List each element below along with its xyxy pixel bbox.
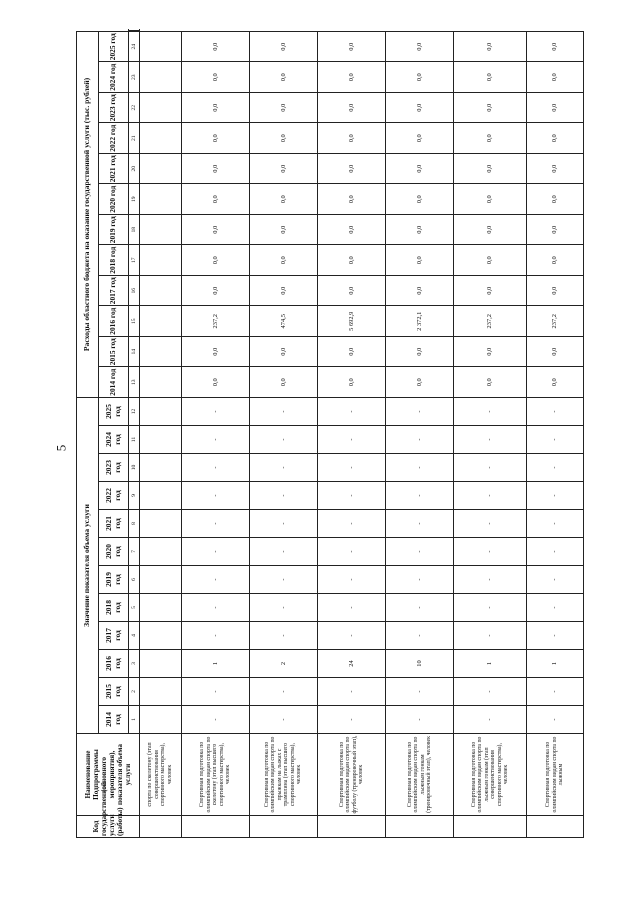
- volume-year-header: 2023 год: [99, 454, 129, 482]
- expense-value-cell: 0,0: [318, 336, 386, 367]
- expense-value-cell: 0,0: [318, 153, 386, 184]
- volume-value-cell: -: [318, 594, 386, 622]
- volume-value-cell: -: [454, 566, 527, 594]
- volume-value-cell: -: [249, 510, 317, 538]
- expense-value-cell: 0,0: [454, 214, 527, 245]
- volume-year-header: 2019 год: [99, 566, 129, 594]
- volume-value-cell: -: [181, 426, 249, 454]
- volume-value-cell: -: [318, 454, 386, 482]
- volume-year-header: 2014 год: [99, 706, 129, 734]
- expense-value-cell: 0,0: [249, 123, 317, 154]
- volume-value-cell: -: [386, 538, 454, 566]
- expense-value-cell: 0,0: [454, 92, 527, 123]
- volume-value-cell: -: [386, 594, 454, 622]
- volume-value-cell: -: [249, 678, 317, 706]
- column-index: 13: [129, 367, 140, 398]
- volume-value-cell: -: [318, 510, 386, 538]
- expense-year-header: 2019 год: [99, 214, 129, 245]
- volume-value-cell: -: [454, 454, 527, 482]
- expense-value-cell: 0,0: [249, 153, 317, 184]
- volume-value-cell: -: [386, 426, 454, 454]
- volume-value-cell: [140, 397, 182, 425]
- volume-value-cell: [140, 678, 182, 706]
- indicator-name-cell: Спортивная подготовка по олимпийским видам спорта по лыжным гонкам (этап совершенствования спортивного мастерства), человек: [454, 734, 527, 816]
- expense-value-cell: 0,0: [386, 153, 454, 184]
- volume-year-header: 2025 год: [99, 397, 129, 425]
- expense-year-header: 2017 год: [99, 275, 129, 306]
- volume-value-cell: [140, 454, 182, 482]
- volume-value-cell: -: [526, 566, 583, 594]
- column-index: 22: [129, 92, 140, 123]
- column-index: 1: [129, 706, 140, 734]
- volume-value-cell: -: [454, 397, 527, 425]
- volume-value-cell: -: [386, 706, 454, 734]
- expense-value-cell: 0,0: [386, 31, 454, 62]
- volume-value-cell: -: [454, 678, 527, 706]
- volume-value-cell: -: [181, 678, 249, 706]
- indicator-name-cell: Спортивная подготовка по олимпийским видам спорта по лыжным: [526, 734, 583, 816]
- expense-value-cell: 0,0: [386, 214, 454, 245]
- expense-value-cell: 0,0: [454, 153, 527, 184]
- expense-value-cell: 0,0: [249, 214, 317, 245]
- volume-value-cell: [140, 622, 182, 650]
- expense-value-cell: 0,0: [386, 62, 454, 93]
- expense-value-cell: 0,0: [249, 31, 317, 62]
- expense-year-header: 2025 год: [99, 31, 129, 62]
- column-index: 18: [129, 214, 140, 245]
- volume-value-cell: 1: [526, 650, 583, 678]
- expense-value-cell: 5 692,9: [318, 306, 386, 337]
- volume-value-cell: -: [526, 622, 583, 650]
- expense-value-cell: 0,0: [318, 62, 386, 93]
- expense-value-cell: [140, 153, 182, 184]
- volume-year-header: 2021 год: [99, 510, 129, 538]
- volume-value-cell: [140, 482, 182, 510]
- volume-value-cell: -: [249, 622, 317, 650]
- expense-value-cell: 2 372,1: [386, 306, 454, 337]
- service-code-cell: [181, 816, 249, 838]
- expense-value-cell: 0,0: [249, 62, 317, 93]
- service-code-cell: [526, 816, 583, 838]
- volume-value-cell: -: [526, 594, 583, 622]
- volume-value-cell: -: [386, 454, 454, 482]
- expense-value-cell: [140, 306, 182, 337]
- table-row: [181, 31, 249, 838]
- volume-value-cell: -: [249, 706, 317, 734]
- indicator-name-cell: Спортивная подготовка по олимпийским видам спорта по футболу (тренировочный этап), человек: [318, 734, 386, 816]
- volume-value-cell: -: [318, 622, 386, 650]
- expense-value-cell: 474,5: [249, 306, 317, 337]
- expense-value-cell: 0,0: [526, 62, 583, 93]
- volume-year-header: 2015 год: [99, 678, 129, 706]
- header-name: Наименование Подпрограммы (основного мероприятия), показателя объема услуги: [77, 734, 140, 816]
- column-index: 9: [129, 482, 140, 510]
- expense-value-cell: [140, 275, 182, 306]
- volume-value-cell: -: [526, 454, 583, 482]
- volume-value-cell: [140, 566, 182, 594]
- column-index: 12: [129, 397, 140, 425]
- volume-value-cell: -: [181, 622, 249, 650]
- column-index: [129, 31, 140, 32]
- volume-value-cell: -: [181, 594, 249, 622]
- column-index: 20: [129, 153, 140, 184]
- volume-value-cell: -: [454, 594, 527, 622]
- expense-year-header: 2024 год: [99, 62, 129, 93]
- expense-value-cell: 0,0: [454, 31, 527, 62]
- expense-value-cell: 0,0: [318, 275, 386, 306]
- page-number: 5: [53, 444, 69, 452]
- volume-value-cell: -: [318, 538, 386, 566]
- volume-value-cell: -: [386, 510, 454, 538]
- volume-value-cell: -: [526, 397, 583, 425]
- volume-value-cell: -: [454, 538, 527, 566]
- expense-value-cell: 0,0: [526, 153, 583, 184]
- expense-value-cell: 0,0: [386, 275, 454, 306]
- volume-value-cell: [140, 510, 182, 538]
- expense-value-cell: [140, 245, 182, 276]
- expense-value-cell: 0,0: [454, 123, 527, 154]
- volume-value-cell: 10: [386, 650, 454, 678]
- indicator-name-cell: Спортивная подготовка по олимпийским видам спорта по прыжкам на лыжах с трамплина (этап высшего спортивного мастерства), человек: [249, 734, 317, 816]
- volume-value-cell: -: [318, 706, 386, 734]
- expense-value-cell: 0,0: [181, 214, 249, 245]
- volume-value-cell: 24: [318, 650, 386, 678]
- volume-value-cell: -: [318, 566, 386, 594]
- expense-value-cell: 237,2: [454, 306, 527, 337]
- volume-value-cell: -: [181, 482, 249, 510]
- expense-value-cell: 0,0: [181, 31, 249, 62]
- volume-value-cell: -: [318, 678, 386, 706]
- expense-value-cell: 0,0: [386, 245, 454, 276]
- expense-value-cell: 0,0: [454, 367, 527, 398]
- volume-value-cell: -: [526, 706, 583, 734]
- expense-value-cell: [140, 367, 182, 398]
- indicator-name-cell: спорта по скелетону (этап совершенствования спортивного мастерства), человек: [140, 734, 182, 816]
- column-index: 8: [129, 510, 140, 538]
- expense-value-cell: [140, 184, 182, 215]
- volume-value-cell: -: [249, 454, 317, 482]
- expense-value-cell: 0,0: [454, 275, 527, 306]
- table-row: [249, 31, 317, 838]
- expense-value-cell: 0,0: [526, 367, 583, 398]
- volume-value-cell: -: [386, 622, 454, 650]
- volume-year-header: 2024 год: [99, 426, 129, 454]
- volume-value-cell: -: [454, 706, 527, 734]
- column-index: 23: [129, 62, 140, 93]
- expense-year-header: 2023 год: [99, 92, 129, 123]
- volume-value-cell: -: [181, 510, 249, 538]
- column-index: 5: [129, 594, 140, 622]
- volume-value-cell: -: [249, 397, 317, 425]
- rotated-table-wrapper: [76, 30, 584, 838]
- expense-value-cell: [140, 336, 182, 367]
- expense-value-cell: 0,0: [181, 367, 249, 398]
- volume-value-cell: [140, 594, 182, 622]
- column-index: 11: [129, 426, 140, 454]
- expense-value-cell: 0,0: [454, 245, 527, 276]
- expense-value-cell: 0,0: [181, 123, 249, 154]
- expense-value-cell: 0,0: [526, 336, 583, 367]
- volume-value-cell: -: [318, 482, 386, 510]
- service-code-cell: [454, 816, 527, 838]
- expense-value-cell: 0,0: [181, 336, 249, 367]
- expense-value-cell: 0,0: [249, 92, 317, 123]
- expense-value-cell: 0,0: [454, 62, 527, 93]
- expense-year-header: 2016 год: [99, 306, 129, 337]
- indicator-name-cell: Спортивная подготовка по олимпийским видам спорта по скелетону (этап высшего спортивного мастерства), человек: [181, 734, 249, 816]
- volume-year-header: 2016 год: [99, 650, 129, 678]
- volume-value-cell: -: [181, 706, 249, 734]
- volume-year-header: 2020 год: [99, 538, 129, 566]
- volume-value-cell: -: [454, 426, 527, 454]
- expense-value-cell: 0,0: [386, 184, 454, 215]
- volume-value-cell: -: [249, 538, 317, 566]
- expense-value-cell: 0,0: [181, 92, 249, 123]
- expense-value-cell: [140, 123, 182, 154]
- expense-year-header: 2018 год: [99, 245, 129, 276]
- header-volume-band: Значение показателя объема услуги: [77, 397, 99, 733]
- volume-value-cell: [140, 426, 182, 454]
- services-table: [76, 30, 584, 838]
- expense-year-header: 2020 год: [99, 184, 129, 215]
- expense-value-cell: 0,0: [181, 245, 249, 276]
- expense-year-header: 2015 год: [99, 336, 129, 367]
- volume-year-header: 2018 год: [99, 594, 129, 622]
- volume-value-cell: -: [526, 678, 583, 706]
- volume-value-cell: -: [454, 482, 527, 510]
- expense-value-cell: 0,0: [318, 184, 386, 215]
- expense-value-cell: 0,0: [249, 275, 317, 306]
- column-index: 3: [129, 650, 140, 678]
- volume-value-cell: -: [318, 426, 386, 454]
- volume-value-cell: -: [386, 482, 454, 510]
- volume-value-cell: -: [386, 678, 454, 706]
- volume-value-cell: -: [181, 566, 249, 594]
- column-index: 10: [129, 454, 140, 482]
- column-index-row: [129, 31, 140, 838]
- volume-value-cell: 1: [454, 650, 527, 678]
- expense-value-cell: 0,0: [249, 367, 317, 398]
- expense-value-cell: [140, 92, 182, 123]
- volume-value-cell: -: [526, 538, 583, 566]
- column-index: 15: [129, 306, 140, 337]
- expense-value-cell: 0,0: [181, 153, 249, 184]
- service-code-cell: [140, 816, 182, 838]
- expense-value-cell: 0,0: [318, 245, 386, 276]
- column-index: 7: [129, 538, 140, 566]
- column-index: 19: [129, 184, 140, 215]
- expense-value-cell: 0,0: [526, 275, 583, 306]
- expense-value-cell: 0,0: [249, 184, 317, 215]
- volume-value-cell: -: [249, 426, 317, 454]
- table-row: [454, 31, 527, 838]
- volume-value-cell: -: [454, 622, 527, 650]
- volume-value-cell: -: [249, 482, 317, 510]
- expense-value-cell: 0,0: [526, 92, 583, 123]
- table-row: [318, 31, 386, 838]
- expense-value-cell: [140, 31, 182, 62]
- column-index: 16: [129, 275, 140, 306]
- expense-value-cell: 0,0: [526, 123, 583, 154]
- expense-year-header: 2014 год: [99, 367, 129, 398]
- volume-value-cell: -: [526, 510, 583, 538]
- expense-value-cell: 0,0: [454, 184, 527, 215]
- volume-value-cell: -: [386, 397, 454, 425]
- volume-value-cell: -: [318, 397, 386, 425]
- column-index: 17: [129, 245, 140, 276]
- expense-value-cell: 0,0: [386, 92, 454, 123]
- expense-value-cell: 237,2: [181, 306, 249, 337]
- volume-value-cell: -: [386, 566, 454, 594]
- expense-year-header: 2021 год: [99, 153, 129, 184]
- expense-value-cell: 0,0: [526, 31, 583, 62]
- expense-value-cell: 0,0: [318, 31, 386, 62]
- column-index: 2: [129, 678, 140, 706]
- volume-value-cell: -: [454, 510, 527, 538]
- volume-year-header: 2022 год: [99, 482, 129, 510]
- expense-value-cell: 0,0: [526, 245, 583, 276]
- expense-value-cell: 0,0: [386, 123, 454, 154]
- volume-value-cell: [140, 706, 182, 734]
- volume-year-header: 2017 год: [99, 622, 129, 650]
- expense-value-cell: [140, 214, 182, 245]
- volume-value-cell: -: [526, 482, 583, 510]
- column-index: 14: [129, 336, 140, 367]
- volume-value-cell: [140, 650, 182, 678]
- volume-value-cell: [140, 538, 182, 566]
- expense-year-header: 2022 год: [99, 123, 129, 154]
- service-code-cell: [249, 816, 317, 838]
- volume-value-cell: -: [249, 566, 317, 594]
- expense-value-cell: 0,0: [318, 123, 386, 154]
- expense-value-cell: 0,0: [318, 214, 386, 245]
- header-code: Код государственной услуги (работы): [77, 816, 140, 838]
- expense-value-cell: 237,2: [526, 306, 583, 337]
- volume-value-cell: -: [181, 538, 249, 566]
- volume-value-cell: -: [526, 426, 583, 454]
- column-index: 4: [129, 622, 140, 650]
- year-header-row: [99, 31, 129, 838]
- volume-value-cell: -: [249, 594, 317, 622]
- table-row: [526, 31, 583, 838]
- volume-value-cell: 1: [181, 650, 249, 678]
- expense-value-cell: 0,0: [181, 275, 249, 306]
- expense-value-cell: [140, 62, 182, 93]
- volume-value-cell: -: [181, 397, 249, 425]
- expense-value-cell: 0,0: [386, 367, 454, 398]
- table-row: [386, 31, 454, 838]
- expense-value-cell: 0,0: [249, 245, 317, 276]
- indicator-name-cell: Спортивная подготовка по олимпийским видам спорта по лыжным гонкам (тренировочный этап), человек: [386, 734, 454, 816]
- service-code-cell: [386, 816, 454, 838]
- column-index: 24: [129, 31, 140, 62]
- header-expense-band: Расходы областного бюджета на оказание государственной услуги (тыс. рублей): [77, 31, 99, 397]
- expense-value-cell: 0,0: [386, 336, 454, 367]
- expense-value-cell: 0,0: [318, 367, 386, 398]
- expense-value-cell: 0,0: [181, 184, 249, 215]
- table-row: [140, 31, 182, 838]
- expense-value-cell: 0,0: [454, 336, 527, 367]
- volume-value-cell: -: [181, 454, 249, 482]
- expense-value-cell: 0,0: [318, 92, 386, 123]
- table-body: [140, 31, 584, 838]
- service-code-cell: [318, 816, 386, 838]
- column-index: 21: [129, 123, 140, 154]
- expense-value-cell: 0,0: [526, 214, 583, 245]
- expense-value-cell: 0,0: [526, 184, 583, 215]
- expense-value-cell: 0,0: [249, 336, 317, 367]
- column-index: 6: [129, 566, 140, 594]
- volume-value-cell: 2: [249, 650, 317, 678]
- expense-value-cell: 0,0: [181, 62, 249, 93]
